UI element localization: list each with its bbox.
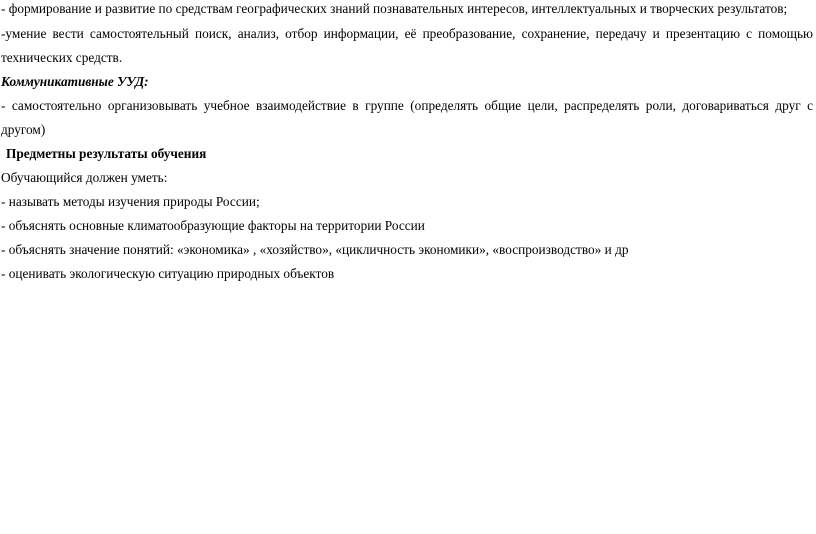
paragraph-search-skill-continued: технических средств. — [1, 50, 123, 65]
list-item-climate-factors: - объяснять основные климатообразующие факторы на территории России — [1, 218, 425, 233]
paragraph-search-skill: -умение вести самостоятельный поиск, анализ, отбор информации, её преобразование, сохранение, передачу и презентацию с помощью — [1, 26, 813, 41]
paragraph-student-should: Обучающийся должен уметь: — [1, 170, 168, 185]
list-item-ecology: - оценивать экологическую ситуацию природных объектов — [1, 266, 335, 281]
paragraph-goal-cognitive: - формирование и развитие по средствам географических знаний познавательных интересов, интеллектуальных и творческих результатов; — [1, 1, 788, 16]
heading-communicative-uud: Коммуникативные УУД: — [1, 74, 149, 89]
paragraph-group-interaction: - самостоятельно организовывать учебное взаимодействие в группе (определять общие цели, распределять роли, договариваться друг с — [1, 98, 813, 113]
heading-subject-results: Предметны результаты обучения — [6, 146, 207, 161]
paragraph-group-interaction-continued: другом) — [1, 122, 46, 137]
list-item-methods: - называть методы изучения природы России; — [1, 194, 260, 209]
list-item-concepts: - объяснять значение понятий: «экономика» , «хозяйство», «цикличность экономики», «воспроизводство» и др — [1, 242, 629, 257]
